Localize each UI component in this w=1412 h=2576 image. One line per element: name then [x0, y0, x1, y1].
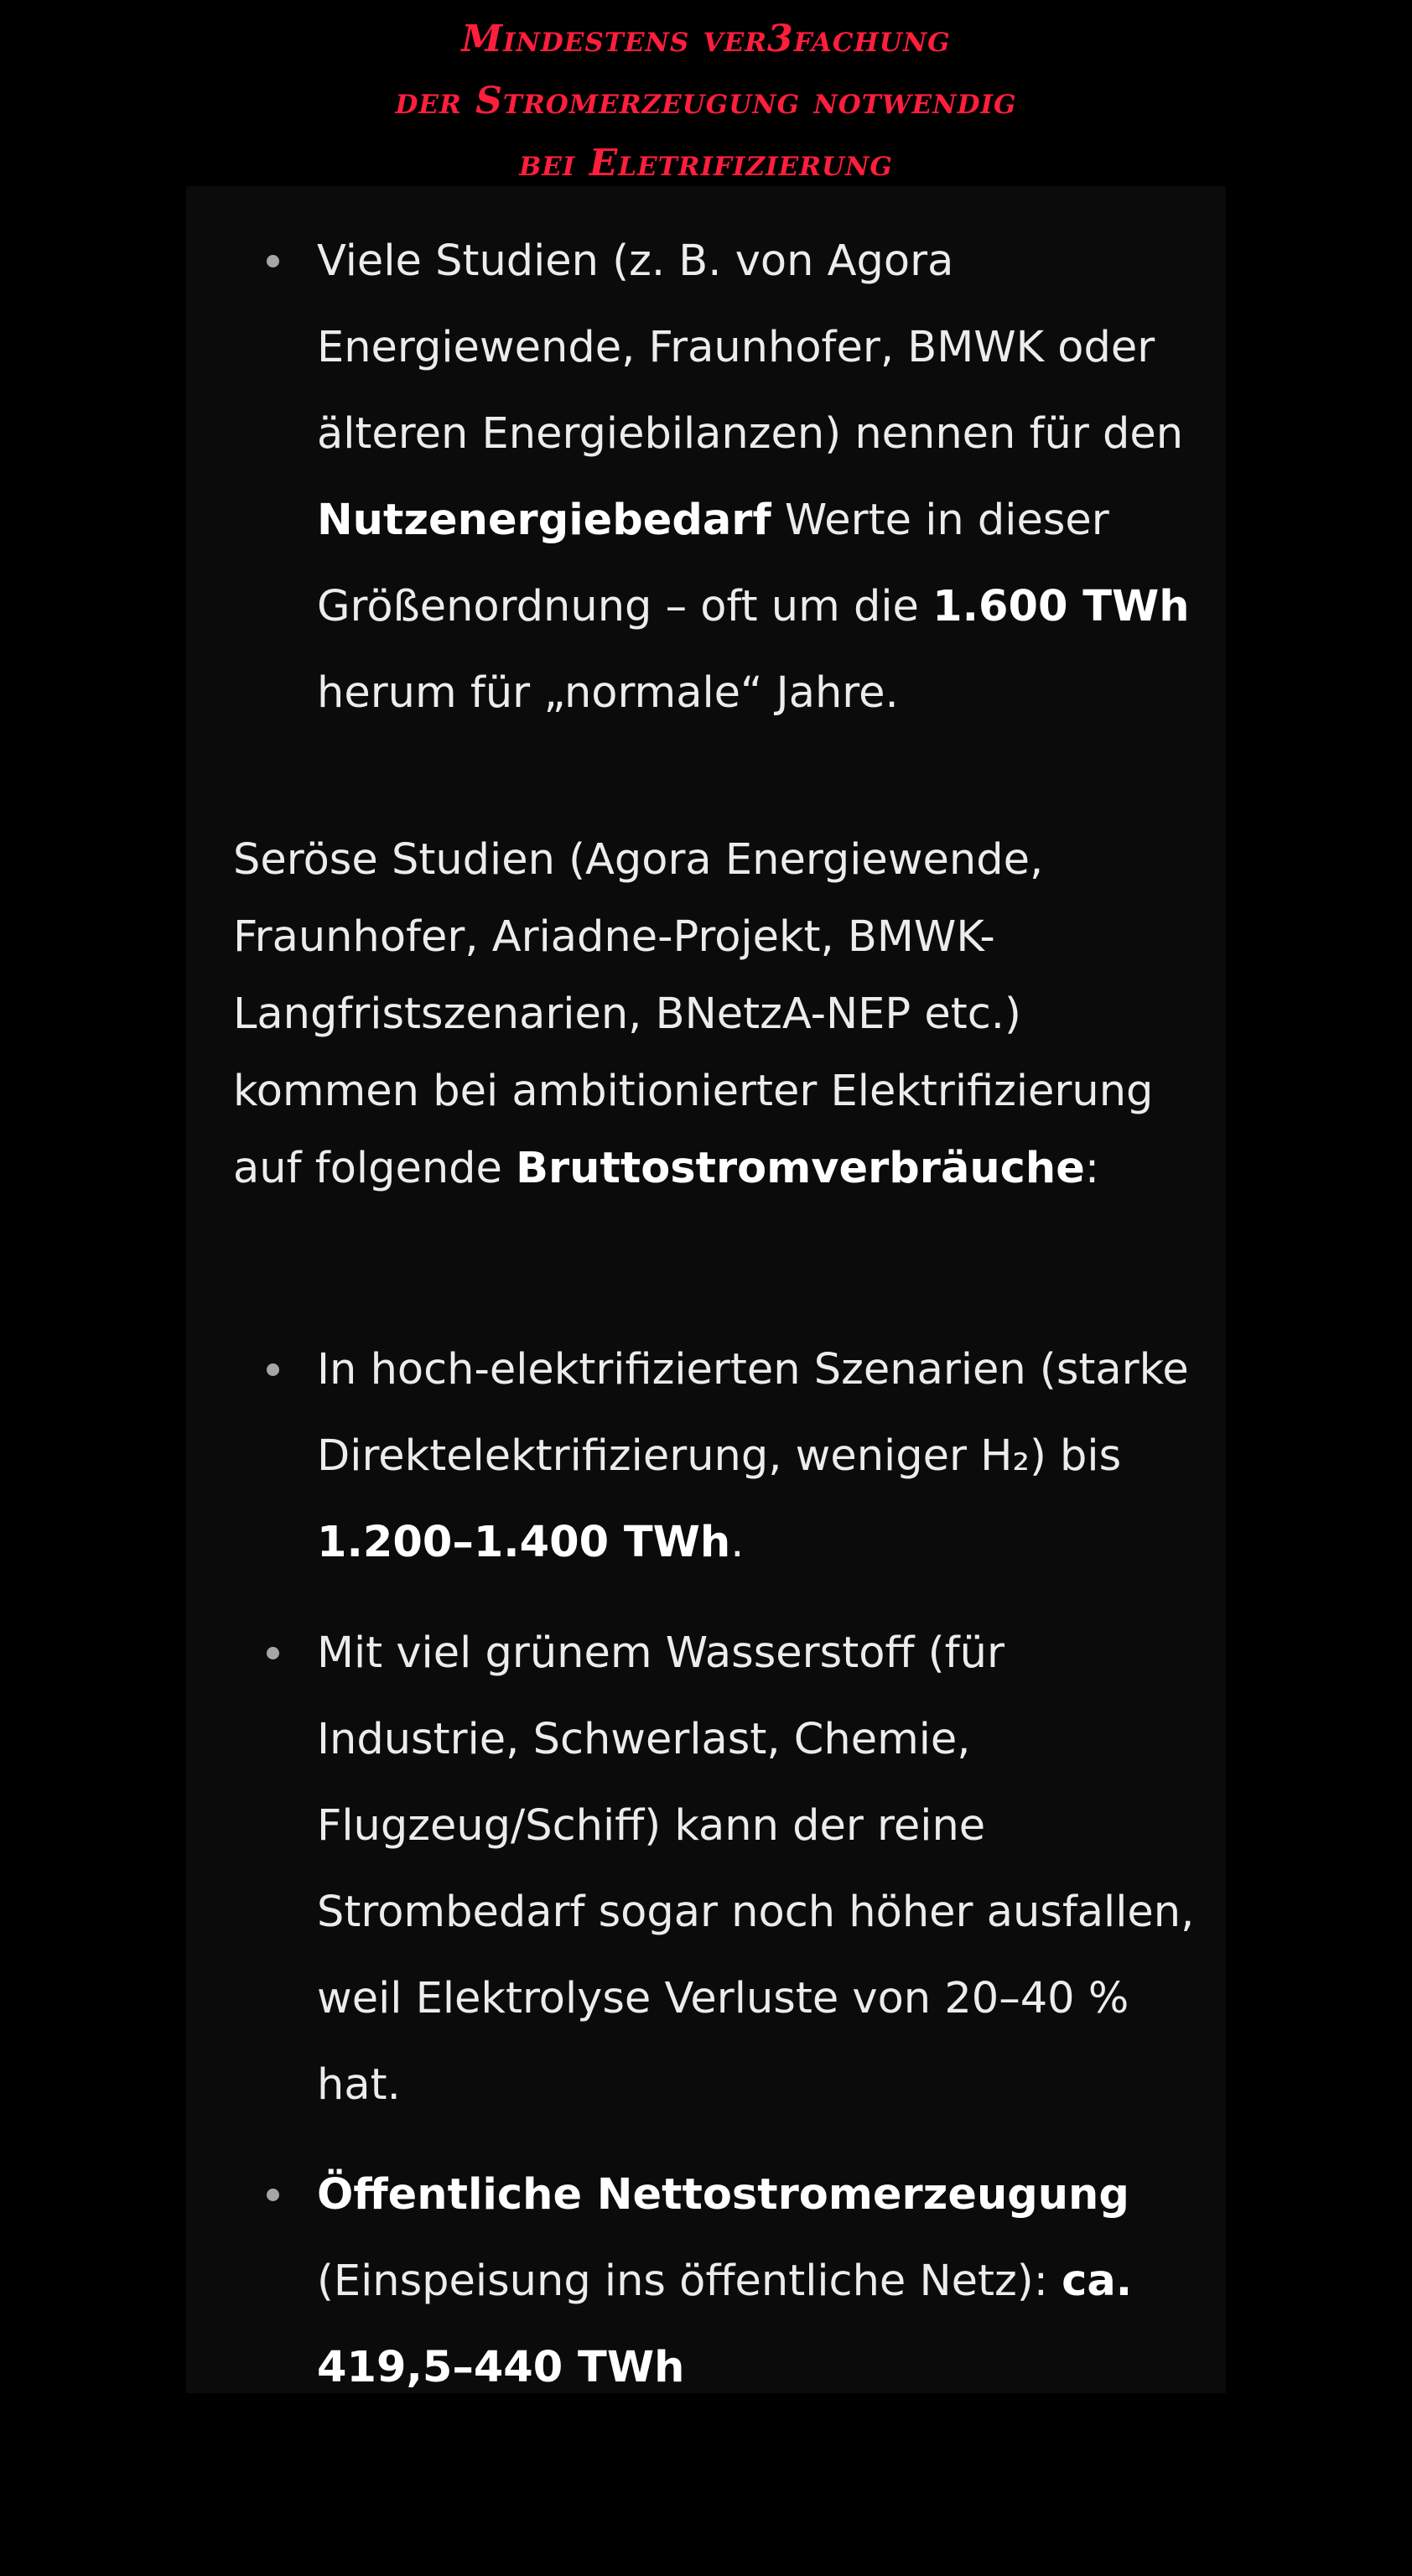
text-segment: : — [1084, 1144, 1099, 1193]
headline-line-3: bei Eletrifizierung — [519, 142, 893, 184]
text-segment: Viele Studien (z. B. von Agora Energiewende, Fraunhofer, BMWK oder älteren Energiebilanzen) nennen für den — [317, 236, 1184, 459]
bullet-dot — [267, 1647, 279, 1659]
list-item-text — [317, 218, 1206, 736]
bold-term-nettostromerzeugung: Öffentliche Nettostromerzeugung — [317, 2170, 1129, 2220]
bullet-dot — [267, 255, 279, 267]
paragraph-studies-summary — [233, 822, 1206, 1208]
list-item-text — [317, 2152, 1206, 2411]
headline — [0, 8, 1412, 195]
list-item-text: Mit viel grünem Wasserstoff (für Industrie, Schwerlast, Chemie, Flugzeug/Schiff) kann der reine Strombedarf sogar noch höher ausfallen, weil Elektrolyse Verluste von 20–40 % hat. — [317, 1628, 1195, 2110]
bold-value-1600-twh: 1.600 TWh — [932, 582, 1190, 631]
bold-term-bruttostromverbraeuche: Bruttostromverbräuche — [516, 1144, 1085, 1193]
headline-line-1: Mindestens ver3fachung — [461, 18, 951, 60]
text-segment: (Einspeisung ins öffentliche Netz): — [317, 2257, 1062, 2306]
bullet-dot — [267, 1363, 279, 1376]
bullet-dot — [267, 2189, 279, 2201]
list-item-text — [317, 1327, 1206, 1586]
headline-line-2: der Stromerzeugung notwendig — [395, 80, 1017, 122]
text-card — [186, 186, 1226, 2393]
text-segment: herum für „normale“ Jahre. — [317, 668, 899, 718]
bold-term-nutzenergiebedarf: Nutzenergiebedarf — [317, 496, 771, 545]
text-segment: Werte in dieser Größenordnung – oft um die — [317, 496, 1109, 631]
text-segment: . — [730, 1518, 745, 1567]
bold-value-419-440-twh: ca. 419,5–440 TWh — [317, 2257, 1133, 2392]
bold-value-1200-1400-twh: 1.200–1.400 TWh — [317, 1518, 731, 1567]
text-segment: Seröse Studien (Agora Energiewende, Fraunhofer, Ariadne-Projekt, BMWK-Langfristszenarien, BNetzA-NEP etc.) kommen bei ambitionierter Elektrifizierung auf folgende — [233, 835, 1154, 1193]
text-segment: In hoch-elektrifizierten Szenarien (starke Direktelektrifizierung, weniger H₂) bis — [317, 1345, 1189, 1481]
